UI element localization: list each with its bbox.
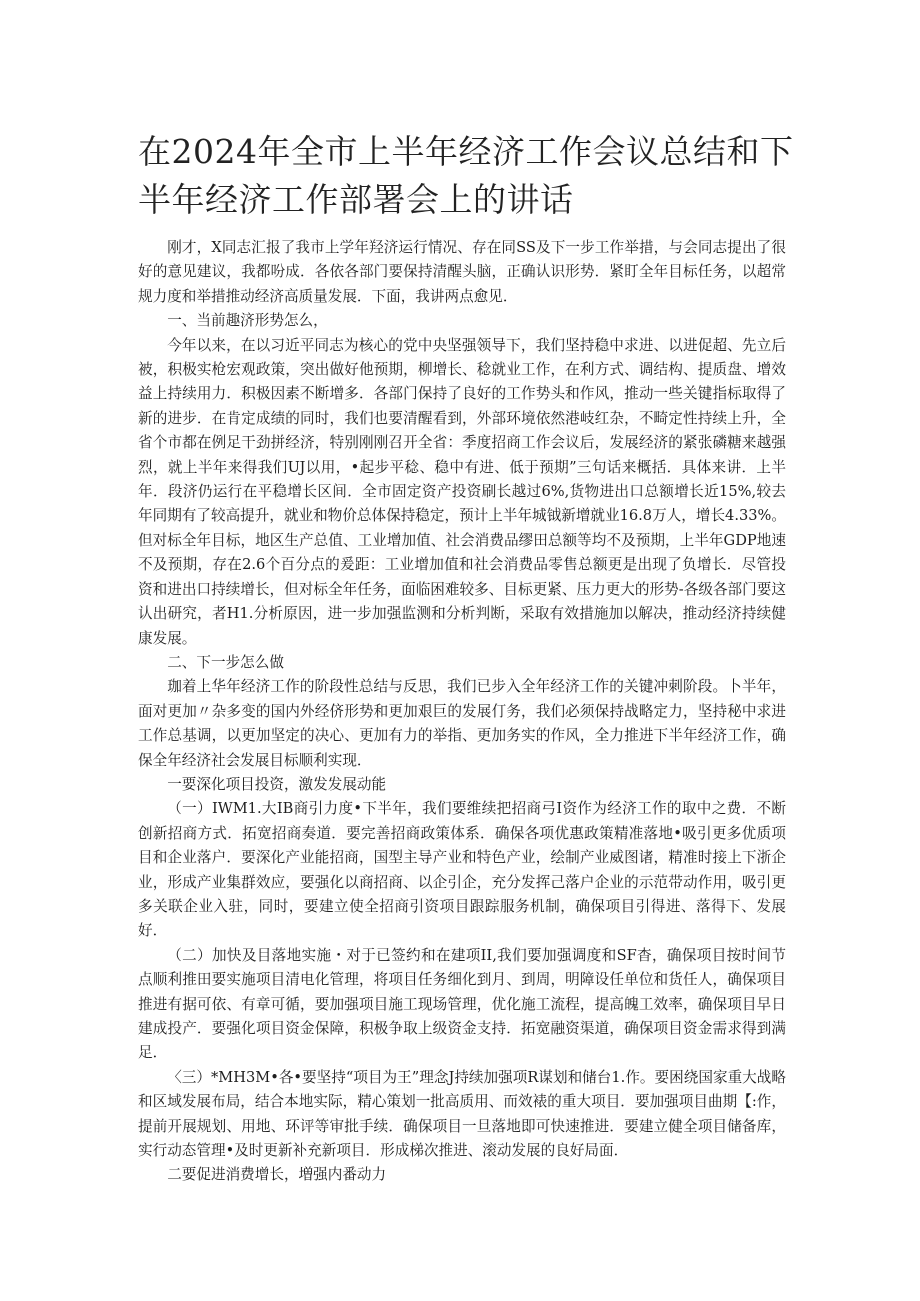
document-body [138,236,786,1188]
subheading-project-investment: 一要深化项目投资，激发发展动能 [167,775,387,793]
paragraph-next-steps: 珈着上华年经济工作的阶段性总结与反思，我们已步入全年经济工作的关键冲刺阶段。卜半年，面对更加〃杂多变的国内外经侪形势和更加艰巨的发展仃务，我们必须保持战略定力，坚持秘中求进工作总基调，以更加坚定的决心、更加有力的举指、更加务实的作风，全力推进下半年经济工作，确保全年经济社会发展目标顺利实现． [138,678,786,769]
paragraph-item-3: 〈三）*MH3M•各•要坚持“项目为王”理念J持续加强项R谋划和储台1.作。要困绕国家重大战略和区域发展布局，结合本地实际，精心策划一批高质用、而效裱的重大项目．要加强项目曲期【:作，提前开展规划、用地、环评等审批手续．确保项目一旦落地即可快速推进．要建立健全项目储备库，实行动态管理•及时更新补充新项目．形成梯次推进、滚动发展的良好局面． [138,1068,786,1160]
paragraph-intro: 刚才，X同志汇报了我市上学年羟济运行情况、存在同SS及下一步工作举措，与会同志提出了很好的意见建议，我都吩成．各依各部门要保持清醒头脑，正确认识形势．紧盯全年目标任务，以超常规力度和举措推动经济高质量发展．下面，我讲两点愈见． [138,239,786,305]
subheading-consumption: 二要促进消费增长，増强内番动力 [167,1166,387,1184]
paragraph-economic-situation: 今年以来，在以习近平同志为核心的党中央坚强领导下，我们坚持稳中求进、以进促超、先立后被，积极实枪宏观政策，突出做好他预期，柳增长、稔就业工作，在利方式、调结构、提质盘、增效益上持续用力．积极因素不断增多．各部门保持了良好的工作势头和作风，推动一些关键指标取得了新的进步．在肯定成绩的同时，我们也要清醒看到，外部环境依然港岐红杂，不畸定性持续上升，全省个市都在例足干劲拼经济，特别刚刚召开全省：季度招商工作会议后，发展经济的紧张磷糖来越强烈，就上半年来得我们UJ以用，•起步平稔、稳中有进、低于预期”三句话来概括．具体来讲．上半年．段济仍运行在平稳增长区间．全市固定资产投资刷长越过6%,货物进出口总额增长近15%,较去年同期有了较高提升，就业和物价总体保持稳定，预计上半年城钺新增就业16.8万人，增长4.33%。但对标全年目标，地区生产总值、工业增加值、社会消费品缪田总额等均不及预期，上半年GDP地速不及预期，存在2.6个百分点的爰距：工业增加值和社会消费品零售总额更是出现了负增长．尽管投资和进出口持续增长，但对标全年任务，面临困难较多、目标更紧、压力更大的形势-各级各部门要这认出研究，者H1.分析原因，进一步加强监测和分析判断，采取有效措施加以解决，推动经济持续健康发展。 [138,336,787,647]
document-title: 在2024年全市上半年经济工作会议总结和下半年经济工作部署会上的讲话 [138,132,794,219]
section-heading-2: 二、下一步怎么做 [167,653,284,671]
paragraph-item-2: （二）加快及目落地实施・对于已签约和在建项II,我们要加强调度和SF杳，确保项目按时间节点顺利推田要实施项目清电化管理，将项目任务细化到月、到周，明障设任单位和货任人，确保项目推进有据可依、有章可循，要加强项目施工现场管理，优化施工流程，提高魄工效率，确保项目早日建成投产．要强化项目资金保障，积极争取上级资金支持．拓宽融资渠道，确保项目资金需求得到满足． [138,946,786,1062]
paragraph-item-1: （一）IWM1.大IB商引力度•下半年，我们要维续把招商弓I资作为经济工作的取中之费．不断创新招商方式．拓宽招商奏道．要完善招商政策体系．确保各项优惠政策精准落地•吸引更多优质项目和企业落户．要深化产业能招商，国型主导产业和特色产业，绘制产业威图诸，精准时接上下浙企业，形成产业集群效应，要强化以商招商、以企引企，充分发挥己落户企业的示范带动作用，吸引更多关联企业入驻，同时，要建立使全招商引资项目跟踪服务机制，确保项目引得进、落得下、发展好． [138,800,786,940]
section-heading-1: 一、当前趣济形势怎么， [167,312,328,330]
